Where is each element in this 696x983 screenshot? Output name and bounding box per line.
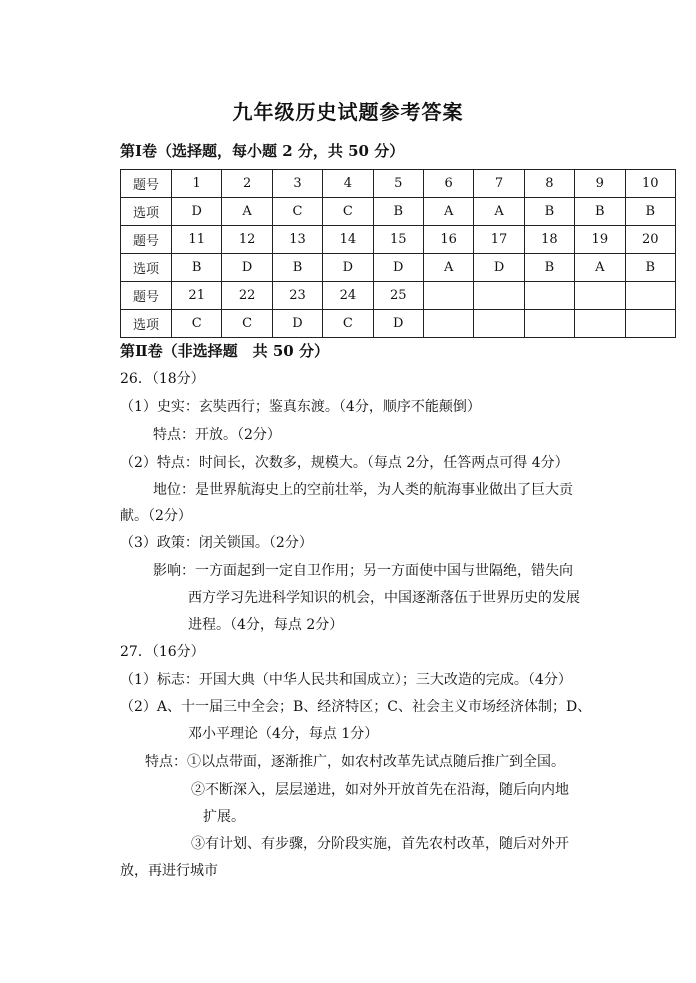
table-cell: C bbox=[172, 310, 222, 338]
table-cell: A bbox=[423, 254, 473, 282]
table-cell: C bbox=[222, 310, 272, 338]
row-header-cell: 题号 bbox=[121, 170, 172, 198]
table-cell: C bbox=[323, 198, 373, 226]
table-cell: C bbox=[323, 310, 373, 338]
table-cell: 6 bbox=[423, 170, 473, 198]
table-cell: 18 bbox=[524, 226, 574, 254]
answer-line: 扩展。 bbox=[203, 809, 245, 825]
table-cell: B bbox=[172, 254, 222, 282]
table-cell: A bbox=[423, 198, 473, 226]
table-cell: 10 bbox=[625, 170, 675, 198]
table-cell bbox=[474, 282, 524, 310]
row-header-cell: 题号 bbox=[121, 226, 172, 254]
table-cell: 25 bbox=[373, 282, 423, 310]
answer-line: （3）政策：闭关锁国。（2分） bbox=[120, 535, 313, 551]
table-cell: D bbox=[272, 310, 322, 338]
table-row bbox=[121, 310, 676, 338]
table-cell: D bbox=[474, 254, 524, 282]
table-cell: A bbox=[575, 254, 625, 282]
answer-line: ③有计划、有步骤，分阶段实施，首先农村改革，随后对外开 bbox=[191, 836, 569, 852]
question-26-heading: 26．（18分） bbox=[120, 371, 205, 387]
answer-line: 影响：一方面起到一定自卫作用；另一方面使中国与世隔绝，错失向 bbox=[153, 563, 573, 579]
table-cell: 8 bbox=[524, 170, 574, 198]
table-cell: 7 bbox=[474, 170, 524, 198]
table-cell: 5 bbox=[373, 170, 423, 198]
row-header-cell: 选项 bbox=[121, 254, 172, 282]
table-cell: 22 bbox=[222, 282, 272, 310]
table-cell bbox=[625, 282, 675, 310]
table-cell: 13 bbox=[272, 226, 322, 254]
table-cell: D bbox=[373, 254, 423, 282]
table-cell: 23 bbox=[272, 282, 322, 310]
table-cell bbox=[423, 282, 473, 310]
table-cell: B bbox=[575, 198, 625, 226]
table-cell bbox=[423, 310, 473, 338]
section-1-heading: 第Ⅰ卷（选择题，每小题 2 分，共 50 分） bbox=[120, 142, 405, 160]
table-row bbox=[121, 198, 676, 226]
table-cell: 17 bbox=[474, 226, 524, 254]
answer-line: （1）史实：玄奘西行；鉴真东渡。（4分，顺序不能颠倒） bbox=[120, 399, 481, 415]
answer-line: ②不断深入，层层递进，如对外开放首先在沿海，随后向内地 bbox=[191, 782, 569, 798]
question-27-heading: 27．（16分） bbox=[120, 644, 205, 660]
table-cell: 15 bbox=[373, 226, 423, 254]
table-cell: 11 bbox=[172, 226, 222, 254]
table-cell: B bbox=[272, 254, 322, 282]
row-header-cell: 选项 bbox=[121, 198, 172, 226]
page-title: 九年级历史试题参考答案 bbox=[232, 100, 464, 124]
table-cell bbox=[575, 282, 625, 310]
answer-line: （2）特点：时间长，次数多，规模大。（每点 2分，任答两点可得 4分） bbox=[120, 455, 569, 471]
table-cell: 14 bbox=[323, 226, 373, 254]
table-cell: B bbox=[625, 254, 675, 282]
answer-line: 西方学习先进科学知识的机会，中国逐渐落伍于世界历史的发展 bbox=[188, 590, 580, 606]
table-cell: C bbox=[272, 198, 322, 226]
table-cell bbox=[575, 310, 625, 338]
answer-line: 进程。（4分，每点 2分） bbox=[188, 617, 344, 633]
table-cell bbox=[524, 310, 574, 338]
table-cell: 24 bbox=[323, 282, 373, 310]
table-cell: B bbox=[625, 198, 675, 226]
table-cell: 9 bbox=[575, 170, 625, 198]
answer-table bbox=[120, 169, 676, 338]
table-cell: D bbox=[373, 310, 423, 338]
table-cell: D bbox=[323, 254, 373, 282]
answer-line: 特点：①以点带面，逐渐推广，如农村改革先试点随后推广到全国。 bbox=[145, 754, 565, 770]
table-cell: 2 bbox=[222, 170, 272, 198]
table-cell: 19 bbox=[575, 226, 625, 254]
table-cell: B bbox=[524, 198, 574, 226]
table-row bbox=[121, 254, 676, 282]
table-cell: B bbox=[524, 254, 574, 282]
table-cell: 12 bbox=[222, 226, 272, 254]
table-row bbox=[121, 282, 676, 310]
table-cell: 16 bbox=[423, 226, 473, 254]
answer-line: 邓小平理论（4分，每点 1分） bbox=[188, 726, 379, 742]
answer-line: 献。（2分） bbox=[120, 508, 192, 524]
table-cell: D bbox=[172, 198, 222, 226]
table-cell: 4 bbox=[323, 170, 373, 198]
table-cell: A bbox=[474, 198, 524, 226]
answer-line: （2）A、十一届三中全会；B、经济特区；C、社会主义市场经济体制；D、 bbox=[120, 699, 592, 715]
answer-line: （1）标志：开国大典（中华人民共和国成立）；三大改造的完成。（4分） bbox=[120, 672, 572, 688]
table-row bbox=[121, 226, 676, 254]
table-row bbox=[121, 170, 676, 198]
answer-line: 特点：开放。（2分） bbox=[153, 427, 281, 443]
table-cell: B bbox=[373, 198, 423, 226]
answer-line: 地位：是世界航海史上的空前壮举，为人类的航海事业做出了巨大贡 bbox=[153, 482, 573, 498]
table-cell: 1 bbox=[172, 170, 222, 198]
table-cell bbox=[524, 282, 574, 310]
table-cell bbox=[625, 310, 675, 338]
answer-line: 放，再进行城市 bbox=[120, 863, 218, 879]
table-cell bbox=[474, 310, 524, 338]
table-cell: 20 bbox=[625, 226, 675, 254]
table-cell: 3 bbox=[272, 170, 322, 198]
row-header-cell: 选项 bbox=[121, 310, 172, 338]
table-cell: D bbox=[222, 254, 272, 282]
table-cell: A bbox=[222, 198, 272, 226]
section-2-heading: 第Ⅱ卷（非选择题 共 50 分） bbox=[120, 342, 329, 360]
row-header-cell: 题号 bbox=[121, 282, 172, 310]
table-cell: 21 bbox=[172, 282, 222, 310]
